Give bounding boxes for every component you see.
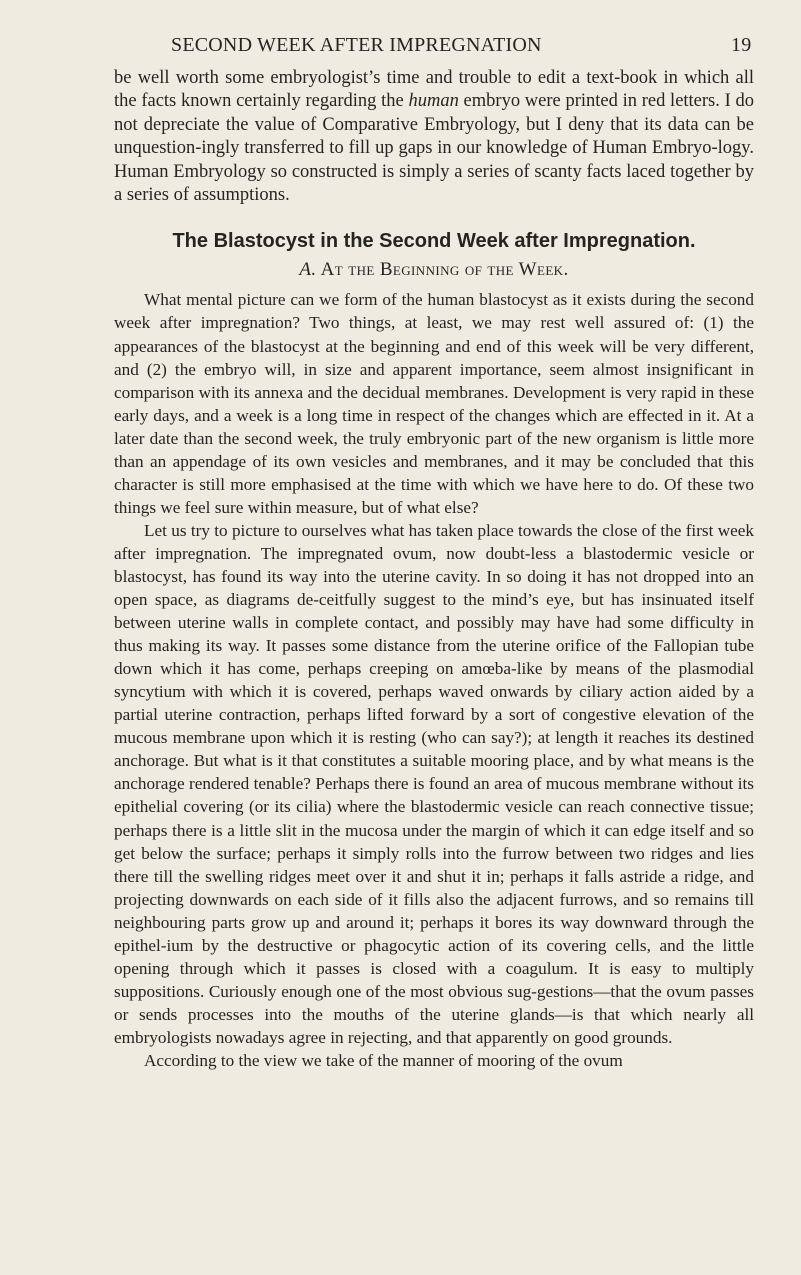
text-body (114, 67, 754, 1072)
intro-paragraph (114, 67, 754, 207)
subsection-title: At the Beginning of the Week. (320, 259, 569, 281)
running-head (0, 34, 801, 64)
section-heading: The Blastocyst in the Second Week after Impregnation. (172, 230, 696, 253)
subsection-heading (114, 258, 754, 282)
paragraph-2: Let us try to picture to ourselves what has taken place towards the close of the first week after impregnation. The impregnated ovum, now doubt-less a blastodermic vesicle or blastocyst, has found its way into the uterine cavity. In so doing it has not dropped into an open space, as diagrams de-ceitfully suggest to the mind’s eye, but has insinuated itself between uterine walls in complete contact, and possibly may have had some difficulty in thus making its way. It passes some distance from the uterine orifice of the Fallopian tube down which it has come, perhaps creeping on amœba-like by means of the plasmodial syncytium with which it is covered, perhaps waved onwards by ciliary action aided by a partial uterine contraction, perhaps lifted forward by a sort of congestive elevation of the mucous membrane upon which it is resting (who can say?); at length it reaches its destined anchorage. But what is it that constitutes a suitable mooring place, and by what means is the anchorage rendered tenable? Perhaps there is found an area of mucous membrane without its epithelial covering (or its cilia) where the blastodermic vesicle can reach connective tissue; perhaps there is a little slit in the mucosa under the margin of which it can edge itself and so get below the surface; perhaps it simply rolls into the furrow between two ridges and lies there till the swelling ridges meet over it and shut it in; perhaps it falls astride a ridge, and projecting downwards on each side of it fills also the adjacent furrows, and so remains till neighbouring parts grow up and around it; perhaps it bores its way downward through the epithel-ium by the destructive or phagocytic action of its covering cells, and the little opening through which it passes is closed with a coagulum. It is easy to multiply suppositions. Curiously enough one of the most obvious sug-gestions—that the ovum passes or sends processes into the mouths of the uterine glands—is that which nearly all embryologists nowadays agree in rejecting, and that apparently on good grounds. (114, 520, 754, 1047)
intro-italic-word: human (408, 91, 459, 112)
subsection-letter: A. (299, 259, 317, 281)
intro-text-after: embryo were printed in red letters. I do not depreciate the value of Comparative Embryology, but I deny that its data can be unquestion-ingly transferred to fill up gaps in our knowledge of Human Embryo-logy. Human Embryology so constructed is simply a series of scanty facts laced together by a series of assumptions. (114, 91, 754, 206)
page-number: 19 (731, 34, 752, 56)
running-title: SECOND WEEK AFTER IMPREGNATION (171, 34, 542, 56)
paragraph-3: According to the view we take of the manner of mooring of the ovum (144, 1050, 623, 1070)
intro-text-before: be well worth some embryologist’s time and trouble to edit a text-book in which all the facts known certainly regarding the (114, 68, 754, 112)
paragraph-1: What mental picture can we form of the human blastocyst as it exists during the second week after impregnation? Two things, at least, we may rest well assured of: (1) the appearances of the blastocyst at the beginning and end of this week will be very different, and (2) the embryo will, in size and apparent importance, seem almost insignificant in comparison with its annexa and the decidual membranes. Development is very rapid in these early days, and a week is a long time in respect of the changes which are effected in it. At a later date than the second week, the truly embryonic part of the new organism is little more than an appendage of its own vesicles and membranes, and it may be concluded that this character is still more emphasised at the time with which we have here to do. Of these two things we feel sure within measure, but of what else? (114, 290, 754, 517)
